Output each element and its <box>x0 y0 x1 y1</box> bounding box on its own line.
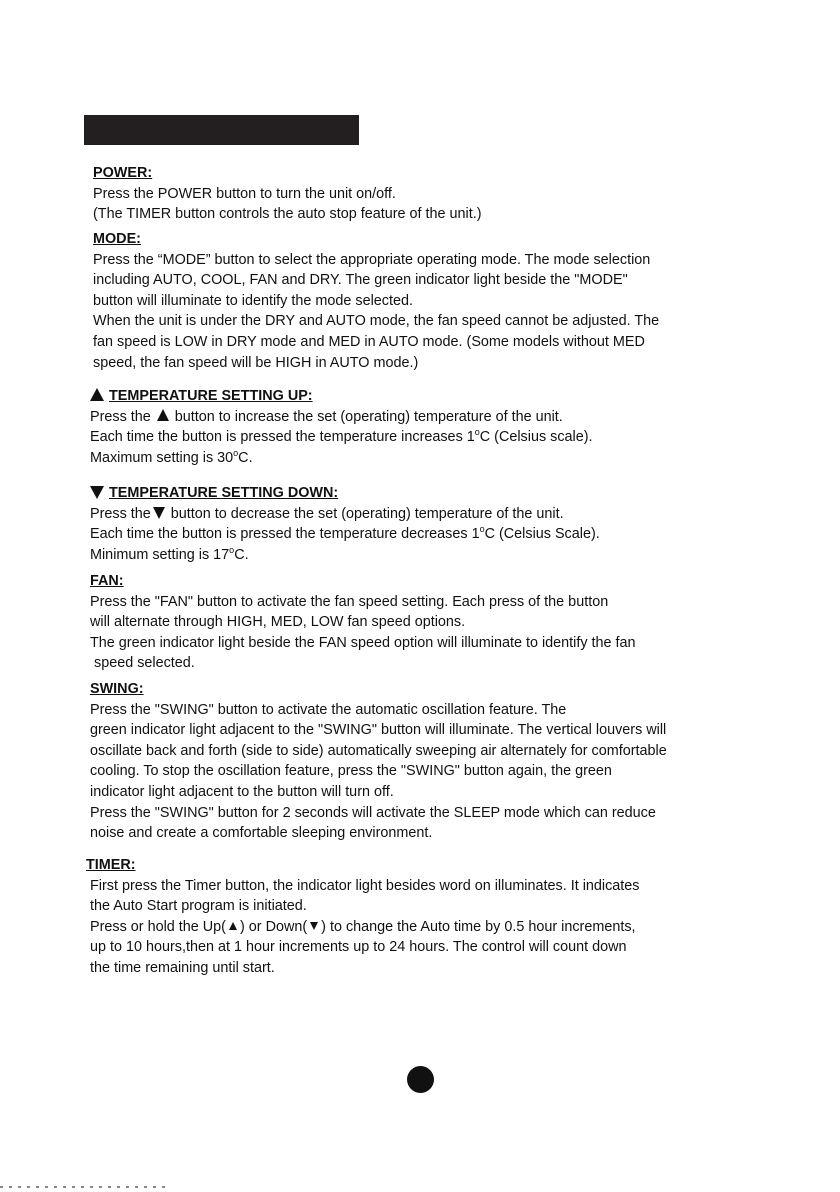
fan-line: will alternate through HIGH, MED, LOW fan speed options. <box>90 614 466 631</box>
temp-down-line: Press the button to decrease the set (operating) temperature of the unit. <box>90 505 564 522</box>
triangle-down-icon <box>153 507 165 519</box>
temp-up-heading: TEMPERATURE SETTING UP: <box>109 388 313 404</box>
mode-line: button will illuminate to identify the mode selected. <box>93 292 413 309</box>
triangle-up-icon <box>157 409 169 421</box>
swing-line: green indicator light adjacent to the "SWING" button will illuminate. The vertical louvers will <box>90 722 667 739</box>
timer-line: Press or hold the Up( ) or Down( ) to change the Auto time by 0.5 hour increments, <box>90 918 636 935</box>
temp-up-line: Press the button to increase the set (operating) temperature of the unit. <box>90 408 563 425</box>
swing-heading: SWING: <box>90 681 144 697</box>
fan-section <box>90 571 636 674</box>
swing-line: cooling. To stop the oscillation feature, press the "SWING" button again, the green <box>90 763 612 780</box>
timer-section <box>86 855 640 979</box>
swing-section <box>90 679 667 844</box>
swing-line: Press the "SWING" button to activate the automatic oscillation feature. The <box>90 701 567 718</box>
fan-line: speed selected. <box>90 655 195 672</box>
power-line: (The TIMER button controls the auto stop feature of the unit.) <box>93 206 482 223</box>
mode-line: fan speed is LOW in DRY mode and MED in AUTO mode. (Some models without MED <box>93 333 645 350</box>
mode-line: including AUTO, COOL, FAN and DRY. The green indicator light beside the "MODE" <box>93 272 628 289</box>
power-line: Press the POWER button to turn the unit on/off. <box>93 185 396 202</box>
swing-line: Press the "SWING" button for 2 seconds will activate the SLEEP mode which can reduce <box>90 804 656 821</box>
timer-line: First press the Timer button, the indicator light besides word on illuminates. It indicates <box>90 877 640 894</box>
bottom-edge-marks <box>0 1186 170 1188</box>
triangle-down-icon <box>310 922 318 930</box>
temp-up-section <box>90 386 593 468</box>
swing-line: noise and create a comfortable sleeping environment. <box>90 825 433 842</box>
page-number-dot <box>407 1066 434 1093</box>
mode-line: When the unit is under the DRY and AUTO mode, the fan speed cannot be adjusted. The <box>93 313 660 330</box>
temp-down-heading: TEMPERATURE SETTING DOWN: <box>109 485 339 501</box>
temp-down-section <box>90 483 600 565</box>
triangle-down-icon <box>90 486 104 499</box>
power-section <box>93 163 482 225</box>
swing-line: indicator light adjacent to the button will turn off. <box>90 783 394 800</box>
power-heading: POWER: <box>93 165 153 181</box>
triangle-up-icon <box>90 388 104 401</box>
mode-line: Press the “MODE” button to select the appropriate operating mode. The mode selection <box>93 251 651 268</box>
temp-up-line: Each time the button is pressed the temperature increases 1$^o$C (Celsius scale). <box>90 427 593 446</box>
fan-line: The green indicator light beside the FAN speed option will illuminate to identify the fan <box>90 634 636 651</box>
fan-line: Press the "FAN" button to activate the fan speed setting. Each press of the button <box>90 593 609 610</box>
section-header-bar <box>84 115 359 145</box>
mode-heading: MODE: <box>93 231 141 247</box>
timer-line: up to 10 hours,then at 1 hour increments up to 24 hours. The control will count down <box>90 939 627 956</box>
temp-down-line: Each time the button is pressed the temperature decreases 1$^o$C (Celsius Scale). <box>90 524 600 543</box>
timer-line: the time remaining until start. <box>90 959 275 976</box>
timer-heading: TIMER: <box>86 857 136 873</box>
timer-line: the Auto Start program is initiated. <box>90 898 307 915</box>
mode-section <box>93 229 659 373</box>
temp-up-line: Maximum setting is 30$^o$C. <box>90 447 253 466</box>
swing-line: oscillate back and forth (side to side) automatically sweeping air alternately for comfortable <box>90 742 667 759</box>
fan-heading: FAN: <box>90 573 124 589</box>
mode-line: speed, the fan speed will be HIGH in AUTO mode.) <box>93 354 419 371</box>
triangle-up-icon <box>229 922 237 930</box>
temp-down-line: Minimum setting is 17$^o$C. <box>90 544 249 563</box>
